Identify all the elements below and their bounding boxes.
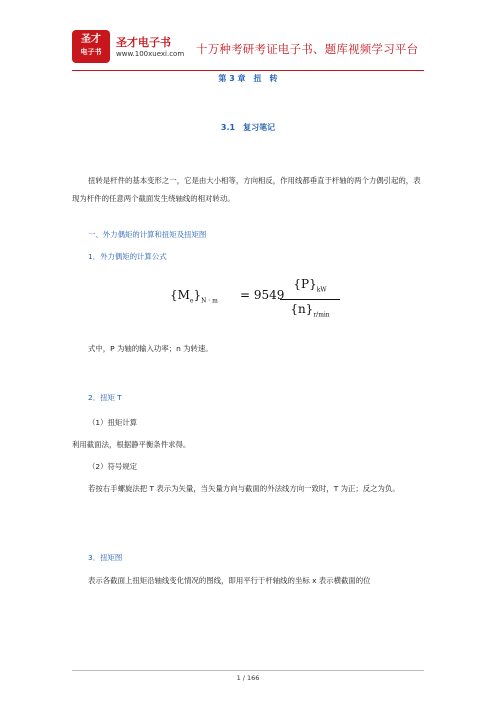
torque-formula <box>170 276 340 326</box>
formula-num-sub: kW <box>316 286 327 294</box>
formula-lhs-close: } <box>193 288 202 302</box>
logo-text-bottom: 电子书 <box>80 48 102 56</box>
formula-note: 式中，P 为轴的输入功率；n 为转速。 <box>88 344 213 353</box>
heading-sub-3: 3．扭矩图 <box>88 553 123 562</box>
sub-2-2-text: 若按右手螺旋法把 T 表示为矢量，当矢量方向与截面的外法线方向一致时，T 为正；反之为负。 <box>88 484 400 493</box>
formula-sub-e: e <box>189 297 194 305</box>
heading-section-1: 一、外力偶矩的计算和扭矩及扭矩图 <box>88 230 207 239</box>
formula-den-sub: r/min <box>313 311 330 319</box>
intro-paragraph: 扭转是杆件的基本变形之一，它是由大小相等，方向相反，作用线都垂直于杆轴的两个力偶引起的，表现为杆件的任意两个截面发生绕轴线的相对转动。 <box>72 176 421 203</box>
brand-name: 圣才电子书 <box>116 36 171 49</box>
header-divider <box>72 70 424 71</box>
heading-sub-1: 1．外力偶矩的计算公式 <box>88 252 167 261</box>
formula-fraction <box>280 276 340 324</box>
brand-url[interactable]: www.100xuexi.com <box>116 50 185 58</box>
formula-lhs-m: {M <box>170 288 190 302</box>
formula-numerator <box>280 276 340 298</box>
formula-fraction-bar <box>280 299 340 300</box>
brand-logo <box>72 30 110 63</box>
footer-divider <box>72 670 424 671</box>
sub-3-text: 表示各截面上扭矩沿轴线变化情况的图线，即用平行于杆轴线的坐标 x 表示横截面的位 <box>88 576 371 585</box>
sub-2-1-text: 利用截面法，根据静平衡条件求得。 <box>72 440 191 449</box>
formula-sub-unit: N · m <box>201 297 218 305</box>
heading-sub-2: 2．扭矩 T <box>88 393 122 402</box>
page-number: 1 / 166 <box>236 674 260 682</box>
header-slogan: 十万种考研考证电子书、题库视频学习平台 <box>196 42 419 56</box>
formula-num-p: {P} <box>293 277 317 291</box>
section-title: 3.1 复习笔记 <box>220 123 276 132</box>
heading-sub-2-1: （1）扭矩计算 <box>88 418 138 427</box>
chapter-title: 第 3 章 扭 转 <box>218 74 278 83</box>
logo-text-top: 圣才 <box>81 34 101 45</box>
formula-denominator <box>280 301 340 323</box>
formula-eq: = 9549 <box>240 288 285 302</box>
heading-sub-2-2: （2）符号规定 <box>88 462 138 471</box>
formula-den-n: {n} <box>290 302 314 317</box>
formula-lhs <box>170 288 218 304</box>
